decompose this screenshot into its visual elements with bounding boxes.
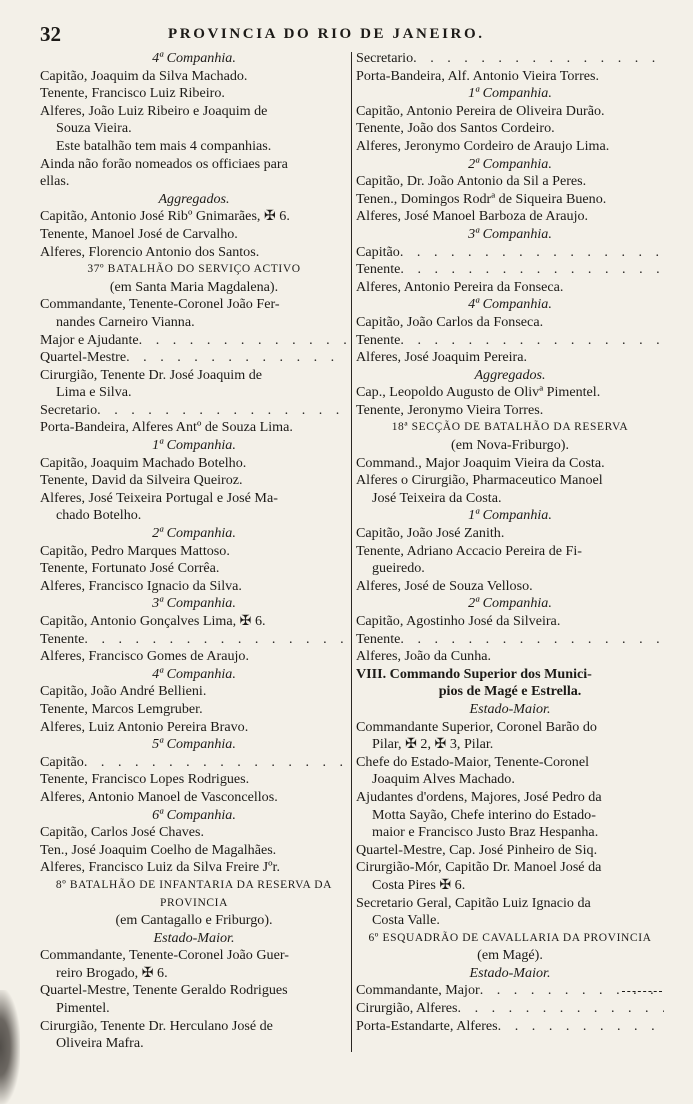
left-column-line: Souza Vieira. bbox=[56, 120, 132, 137]
right-column-line: José Teixeira da Costa. bbox=[372, 489, 502, 506]
right-column-line: Commandante Superior, Coronel Barão do bbox=[356, 718, 597, 735]
right-column-line: gueiredo. bbox=[372, 560, 425, 577]
right-column-line bbox=[356, 261, 664, 279]
left-column-line: nandes Carneiro Vianna. bbox=[56, 313, 195, 330]
left-column-line: Alferes, Luiz Antonio Pereira Bravo. bbox=[40, 718, 249, 735]
right-column-line: Alferes, José Manoel Barboza de Araujo. bbox=[356, 208, 589, 225]
running-title: PROVINCIA DO RIO DE JANEIRO. bbox=[168, 26, 485, 42]
right-column-line: Tenen., Domingos Rodrª de Siqueira Bueno. bbox=[356, 190, 607, 207]
right-column-line: Tenente, Adriano Accacio Pereira de Fi- bbox=[356, 542, 582, 559]
left-column-line: Capitão, Joaquim da Silva Machado. bbox=[40, 67, 248, 84]
right-column-line: 6º ESQUADRÃO DE CAVALLARIA DA PROVINCIA bbox=[368, 931, 652, 944]
left-column-line: 8º BATALHÃO DE INFANTARIA DA RESERVA DA bbox=[55, 878, 333, 891]
right-column-line: Capitão, Antonio Pereira de Oliveira Durão. bbox=[356, 102, 605, 119]
left-column-line: Cirurgião, Tenente Dr. José Joaquim de bbox=[40, 366, 262, 383]
dot-leader bbox=[498, 1018, 664, 1036]
entry-label: Secretario bbox=[356, 50, 414, 66]
right-column-line: pios de Magé e Estrella. bbox=[438, 683, 582, 700]
right-column-line: Ajudantes d'ordens, Majores, José Pedro da bbox=[356, 788, 602, 805]
left-column-line: Aggregados. bbox=[158, 190, 230, 207]
entry-label: Tenente bbox=[356, 630, 401, 647]
right-column-line: Capitão, Agostinho José da Silveira. bbox=[356, 613, 561, 629]
right-column-line: 1ª Companhia. bbox=[468, 85, 552, 102]
left-column-line: Alferes, Antonio Manoel de Vasconcellos. bbox=[40, 788, 278, 805]
right-column-line: Cirurgião-Mór, Capitão Dr. Manoel José da bbox=[356, 859, 602, 876]
entry-label: Quartel-Mestre bbox=[40, 349, 127, 366]
left-column-line: Tenente, Francisco Luiz Ribeiro. bbox=[40, 85, 225, 102]
left-column-line: 1ª Companhia. bbox=[152, 437, 236, 454]
right-column-line: Chefe do Estado-Maior, Tenente-Coronel bbox=[356, 753, 590, 770]
right-column-line: (em Magé). bbox=[477, 947, 543, 964]
right-column-line: Cap., Leopoldo Augusto de Olivª Pimentel. bbox=[356, 384, 601, 401]
entry-label: Capitão bbox=[356, 243, 400, 260]
left-column-line: Alferes, José Teixeira Portugal e José Ma- bbox=[40, 489, 278, 506]
left-column-line: Porta-Bandeira, Alferes Antº de Souza Lima. bbox=[40, 419, 293, 436]
right-column-line: Capitão, Dr. João Antonio da Sil a Peres. bbox=[356, 173, 587, 190]
left-column-line: reiro Brogado, ✠ 6. bbox=[56, 964, 168, 981]
right-column-line bbox=[356, 631, 664, 649]
entry-label: Commandante, Major bbox=[356, 982, 480, 999]
left-column-line: Capitão, Pedro Marques Mattoso. bbox=[40, 542, 230, 559]
left-column-line: Quartel-Mestre, Tenente Geraldo Rodrigues bbox=[40, 982, 288, 999]
left-column-line: Capitão, Antonio Gonçalves Lima, ✠ 6. bbox=[40, 613, 266, 629]
right-column-line: 1ª Companhia. bbox=[468, 507, 552, 524]
right-column-line: Joaquim Alves Machado. bbox=[372, 771, 515, 788]
right-column-line: 2ª Companhia. bbox=[468, 155, 552, 172]
right-column-line: Alferes, João da Cunha. bbox=[356, 648, 492, 665]
right-column-line: Alferes, José Joaquim Pereira. bbox=[356, 349, 528, 366]
left-column-line: Estado-Maior. bbox=[153, 929, 235, 946]
page-stain bbox=[0, 990, 20, 1104]
left-column-line: Pimentel. bbox=[56, 1000, 110, 1017]
entry-label: Porta-Estandarte, Alferes bbox=[356, 1017, 498, 1034]
left-column-line: PROVINCIA bbox=[159, 896, 228, 909]
left-column-line: Capitão, Antonio José Ribº Gnimarães, ✠ 6. bbox=[40, 208, 290, 225]
page-number: 32 bbox=[40, 22, 61, 46]
right-column-line: Tenente, Jeronymo Vieira Torres. bbox=[356, 401, 544, 418]
left-column-line: Oliveira Mafra. bbox=[56, 1035, 144, 1052]
right-column-line: maior e Francisco Justo Braz Hespanha. bbox=[372, 824, 599, 841]
page-header bbox=[40, 22, 660, 50]
left-column-line: Tenente, Francisco Lopes Rodrigues. bbox=[40, 771, 250, 788]
dot-leader bbox=[458, 1000, 664, 1018]
dot-leader bbox=[400, 631, 664, 649]
left-column-line: Tenente, Manoel José de Carvalho. bbox=[40, 225, 238, 242]
right-column-line: Secretario Geral, Capitão Luiz Ignacio da bbox=[356, 894, 591, 911]
dot-leader bbox=[400, 332, 664, 350]
left-column-line bbox=[40, 349, 348, 367]
dot-leader bbox=[84, 631, 348, 649]
left-column-line: Tenente, Marcos Lemgruber. bbox=[40, 700, 203, 717]
right-column-line: Capitão, João Carlos da Fonseca. bbox=[356, 313, 544, 330]
left-column-line: Commandante, Tenente-Coronel João Guer- bbox=[40, 947, 289, 964]
right-column-line bbox=[356, 332, 664, 350]
right-column-line bbox=[356, 982, 664, 1000]
left-column-line: Cirurgião, Tenente Dr. Herculano José de bbox=[40, 1017, 273, 1034]
dot-leader bbox=[126, 349, 348, 367]
left-column-line: Ainda não forão nomeados os officiaes para bbox=[40, 155, 288, 172]
right-column-line: Capitão, João José Zanith. bbox=[356, 525, 505, 542]
right-column bbox=[356, 50, 664, 1035]
left-column-line bbox=[40, 754, 348, 772]
right-column-line: Motta Sayão, Chefe interino do Estado- bbox=[372, 806, 596, 823]
entry-label: Tenente bbox=[356, 331, 401, 348]
right-column-line: 2ª Companhia. bbox=[468, 595, 552, 612]
left-column-line: Alferes, Francisco Luiz da Silva Freire Jºr. bbox=[40, 859, 280, 876]
right-column-line: 18ª SECÇÃO DE BATALHÃO DA RESERVA bbox=[391, 421, 629, 434]
right-column-line: 3ª Companhia. bbox=[468, 225, 552, 242]
left-column-line: Alferes, João Luiz Ribeiro e Joaquim de bbox=[40, 102, 268, 119]
entry-label: Cirurgião, Alferes bbox=[356, 1000, 458, 1017]
left-column-line bbox=[40, 332, 348, 350]
right-column-line: Quartel-Mestre, Cap. José Pinheiro de Siq. bbox=[356, 841, 598, 858]
left-column-line: 37º BATALHÃO DO SERVIÇO ACTIVO bbox=[87, 263, 301, 276]
left-column-line: Lima e Silva. bbox=[56, 384, 132, 401]
right-column-line: Estado-Maior. bbox=[469, 964, 551, 981]
left-column-line: 4ª Companhia. bbox=[152, 50, 236, 66]
dot-leader bbox=[400, 261, 664, 279]
entry-label: Tenente bbox=[356, 261, 401, 278]
right-column-line: 4ª Companhia. bbox=[468, 296, 552, 313]
left-column-line: (em Cantagallo e Friburgo). bbox=[115, 912, 273, 929]
entry-label: Secretario bbox=[40, 401, 98, 418]
entry-label: Major e Ajudante bbox=[40, 331, 139, 348]
right-column-line: Alferes, Antonio Pereira da Fonseca. bbox=[356, 278, 564, 295]
entry-label: Capitão bbox=[40, 753, 84, 770]
dot-leader bbox=[413, 50, 664, 68]
right-column-line: Command., Major Joaquim Vieira da Costa. bbox=[356, 454, 605, 471]
left-column-line: Alferes, Francisco Gomes de Araujo. bbox=[40, 648, 249, 665]
right-column-line: Alferes, Jeronymo Cordeiro de Araujo Lima. bbox=[356, 137, 610, 154]
left-column-line bbox=[40, 402, 348, 420]
left-column-line: Alferes, Francisco Ignacio da Silva. bbox=[40, 577, 242, 594]
left-column-line: Capitão, Carlos José Chaves. bbox=[40, 824, 205, 841]
right-column-line: (em Nova-Friburgo). bbox=[451, 437, 569, 454]
left-column-line: 3ª Companhia. bbox=[152, 595, 236, 612]
left-column-line: Capitão, João André Bellieni. bbox=[40, 683, 207, 700]
left-column-line: Tenente, Fortunato José Corrêa. bbox=[40, 560, 220, 577]
dashed-mark bbox=[622, 991, 662, 993]
right-column-line: Tenente, João dos Santos Cordeiro. bbox=[356, 120, 555, 137]
right-column-line: Aggregados. bbox=[474, 366, 546, 383]
dot-leader bbox=[139, 332, 348, 350]
right-column-line: Alferes o Cirurgião, Pharmaceutico Manoel bbox=[356, 472, 603, 489]
left-column-line bbox=[40, 631, 348, 649]
dot-leader bbox=[97, 402, 348, 420]
right-column-line: Pilar, ✠ 2, ✠ 3, Pilar. bbox=[372, 736, 494, 753]
left-column-line: Commandante, Tenente-Coronel João Fer- bbox=[40, 296, 280, 313]
left-column-line: 5ª Companhia. bbox=[152, 736, 236, 753]
right-column-line bbox=[356, 1000, 664, 1018]
left-column-line: Este batalhão tem mais 4 companhias. bbox=[56, 137, 272, 154]
left-column-line: 4ª Companhia. bbox=[152, 665, 236, 682]
left-column-line: 2ª Companhia. bbox=[152, 525, 236, 542]
right-column-line: Porta-Bandeira, Alf. Antonio Vieira Torres. bbox=[356, 67, 600, 84]
left-column-line: chado Botelho. bbox=[56, 507, 142, 524]
right-column-line: Costa Valle. bbox=[372, 912, 440, 929]
right-column-line: Alferes, José de Souza Velloso. bbox=[356, 577, 533, 594]
right-column-line: Costa Pires ✠ 6. bbox=[372, 876, 466, 893]
right-column-line: Estado-Maior. bbox=[469, 700, 551, 717]
left-column-line: 6ª Companhia. bbox=[152, 806, 236, 823]
left-column-line: ellas. bbox=[40, 173, 70, 190]
dot-leader bbox=[400, 244, 664, 262]
left-column-line: (em Santa Maria Magdalena). bbox=[109, 278, 279, 295]
left-column-line: Alferes, Florencio Antonio dos Santos. bbox=[40, 243, 260, 260]
column-divider bbox=[351, 52, 352, 1052]
right-column-line: VIII. Commando Superior dos Munici- bbox=[356, 665, 592, 682]
right-column-line bbox=[356, 1018, 664, 1036]
right-column-line bbox=[356, 244, 664, 262]
right-column-line bbox=[356, 50, 664, 68]
left-column-line: Tenente, David da Silveira Queiroz. bbox=[40, 472, 243, 489]
entry-label: Tenente bbox=[40, 630, 85, 647]
left-column bbox=[40, 50, 348, 1053]
dot-leader bbox=[84, 754, 348, 772]
left-column-line: Ten., José Joaquim Coelho de Magalhães. bbox=[40, 841, 277, 858]
left-column-line: Capitão, Joaquim Machado Botelho. bbox=[40, 454, 247, 471]
